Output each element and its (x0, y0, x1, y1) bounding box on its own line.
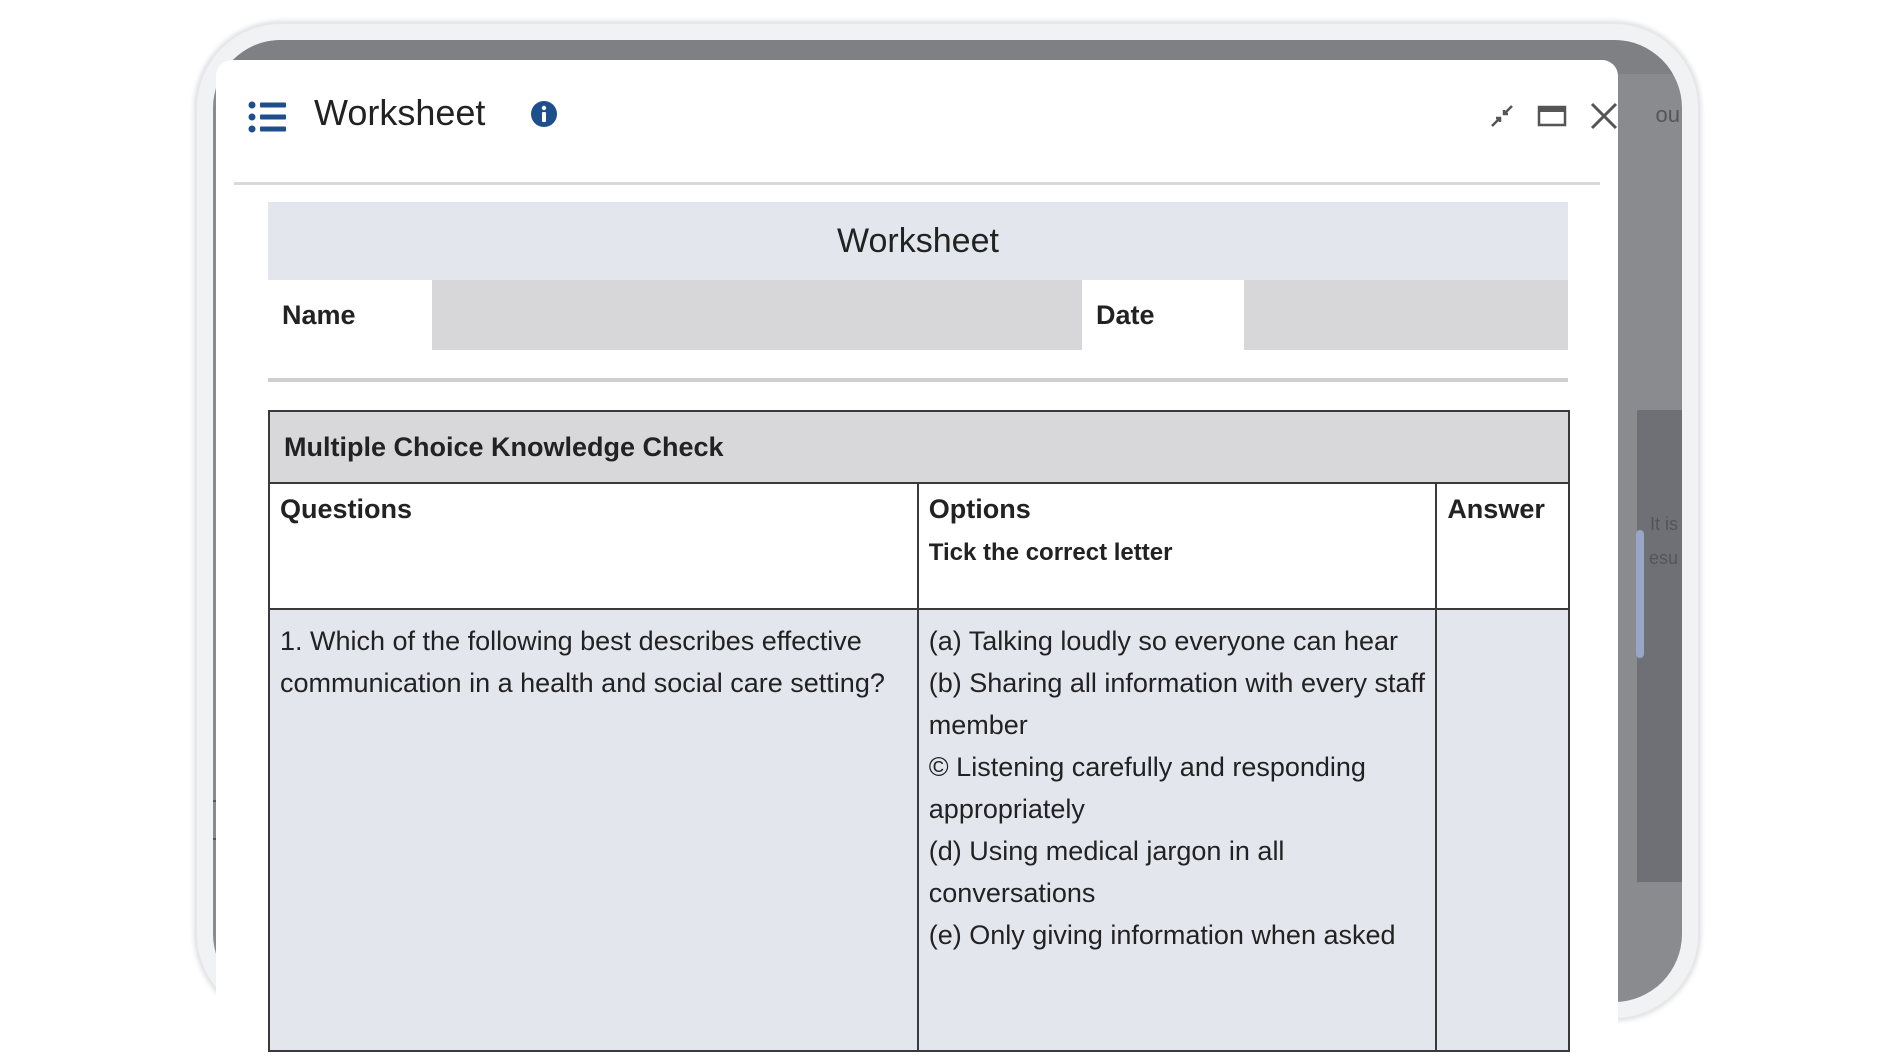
background-text: ou (1655, 102, 1680, 127)
worksheet-modal (216, 60, 1618, 1060)
options-instruction: Tick the correct letter (928, 539, 1173, 566)
date-label: Date (1082, 280, 1244, 350)
header-divider (234, 182, 1600, 185)
modal-header (216, 60, 1618, 182)
name-label: Name (268, 280, 432, 350)
column-header-options (918, 483, 1437, 609)
mcq-table (268, 410, 1570, 1052)
option-b[interactable]: (b) Sharing all information with every staff member (928, 668, 1425, 740)
question-cell: 1. Which of the following best describes effective communication in a health and social care setting? (269, 609, 918, 1051)
column-header-questions (269, 483, 918, 609)
scrollbar-thumb[interactable] (1636, 530, 1644, 658)
options-cell (918, 609, 1437, 1051)
options-header-label: Options (928, 494, 1031, 524)
maximize-icon[interactable] (1534, 98, 1570, 134)
worksheet-heading: Worksheet (268, 202, 1568, 280)
background-text: It is (1649, 514, 1678, 534)
answer-header-label: Answer (1447, 494, 1545, 524)
option-a[interactable]: (a) Talking loudly so everyone can hear (928, 626, 1399, 656)
background-text: esu (1648, 548, 1678, 568)
date-field[interactable] (1244, 280, 1568, 350)
section-title: Multiple Choice Knowledge Check (269, 411, 1569, 483)
info-icon[interactable] (530, 100, 558, 128)
option-d[interactable]: (d) Using medical jargon in all conversations (928, 836, 1285, 908)
questions-header-label: Questions (280, 494, 413, 524)
option-e[interactable]: (e) Only giving information when asked (928, 920, 1396, 950)
column-header-answer (1436, 483, 1569, 609)
worksheet-content (250, 190, 1584, 1060)
collapse-icon[interactable] (1484, 98, 1520, 134)
close-icon[interactable] (1586, 98, 1622, 134)
option-c[interactable]: © Listening carefully and responding appropriately (928, 752, 1366, 824)
answer-cell[interactable] (1436, 609, 1569, 1051)
modal-title: Worksheet (314, 92, 486, 133)
section-divider (268, 378, 1568, 382)
name-field[interactable] (432, 280, 1082, 350)
name-date-row (268, 280, 1568, 350)
list-icon[interactable] (248, 100, 286, 134)
table-row (269, 609, 1569, 1051)
